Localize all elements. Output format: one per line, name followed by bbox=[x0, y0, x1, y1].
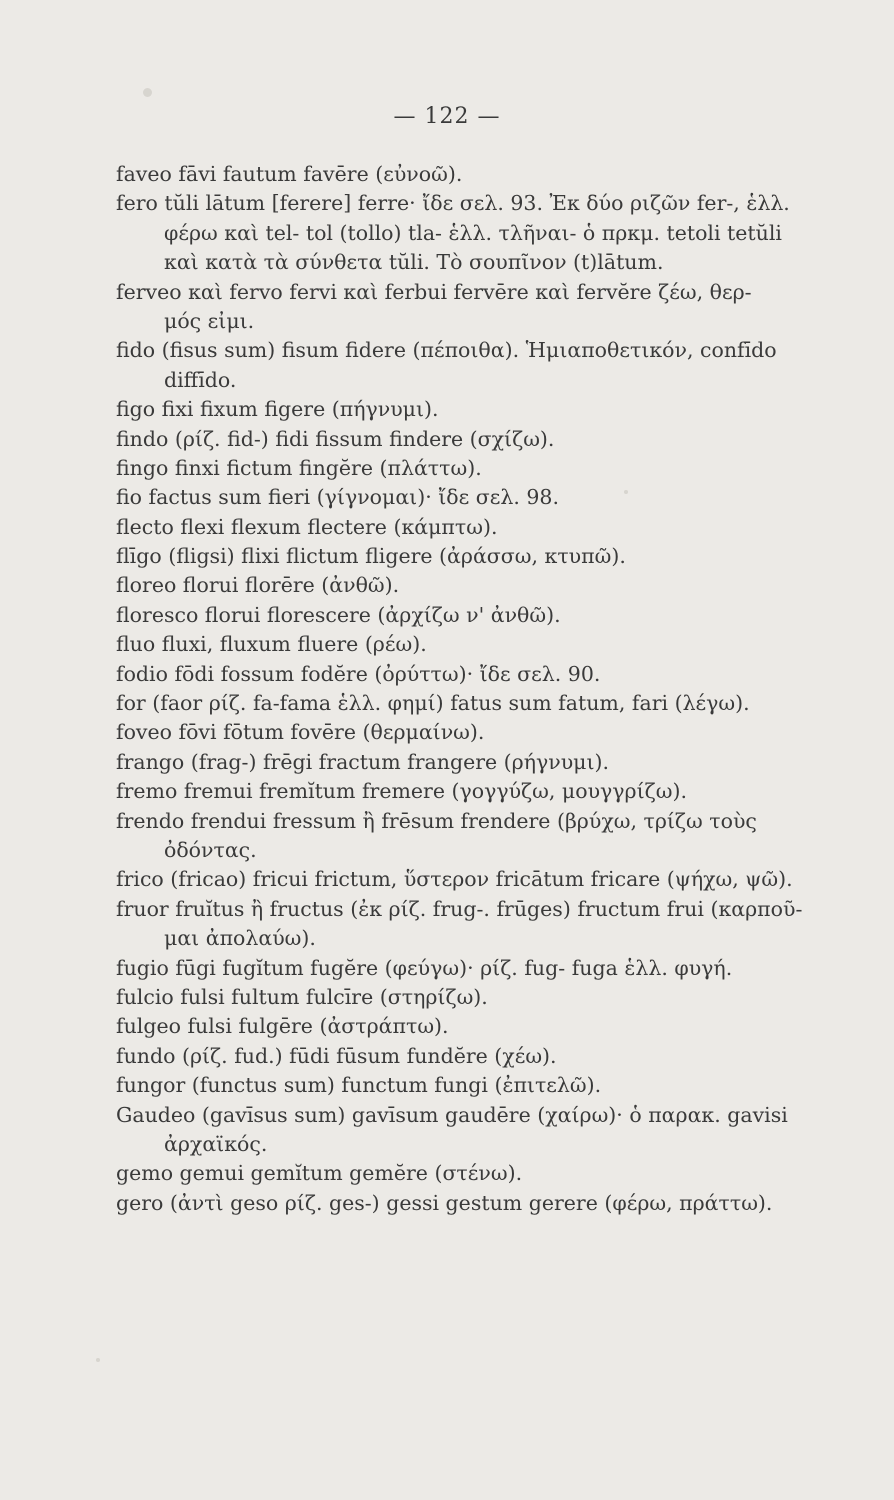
entry-continuation-line: ἀρχαϊκός. bbox=[164, 1131, 268, 1156]
entry-line: floresco florui florescere (ἀρχίζω ν' ἀνθῶ). bbox=[116, 602, 561, 627]
entry-line: fugio fūgi fugĭtum fugĕre (φεύγω)· ρίζ. fug- fuga ἑλλ. φυγή. bbox=[116, 955, 733, 980]
entry-line: flīgo (fligsi) flixi flictum fligere (ἀράσσω, κτυπῶ). bbox=[116, 544, 626, 569]
entry-line: fulgeo fulsi fulgēre (ἀστράπτω). bbox=[116, 1014, 449, 1039]
entry-line: frendo frendui fressum ἢ frēsum frendere (βρύχω, τρίζω τοὺς bbox=[116, 808, 757, 833]
entry-line: fruor fruĭtus ἢ fructus (ἐκ ρίζ. frug-. frūges) fructum frui (καρποῦ- bbox=[116, 896, 803, 921]
entry-continuation-line: φέρω καὶ tel- tol (tollo) tla- ἑλλ. τλῆναι- ὁ πρκμ. tetoli tetŭli bbox=[164, 220, 782, 245]
entry-line: fluo fluxi, fluxum fluere (ρέω). bbox=[116, 632, 427, 657]
entry-line: floreo florui florēre (ἀνθῶ). bbox=[116, 573, 400, 598]
dictionary-entries bbox=[0, 160, 894, 1218]
entry-line: fulcio fulsi fultum fulcīre (στηρίζω). bbox=[116, 984, 488, 1009]
entry-continuation-line: ὀδόντας. bbox=[164, 837, 257, 862]
entry-line: fremo fremui fremĭtum fremere (γογγύζω, μουγγρίζω). bbox=[116, 779, 687, 804]
entry-line: fingo finxi fictum fingĕre (πλάττω). bbox=[116, 455, 482, 480]
entry-line: foveo fōvi fōtum fovēre (θερμαίνω). bbox=[116, 720, 485, 745]
paper-spot bbox=[143, 88, 152, 97]
entry-line: ferveo καὶ fervo fervi καὶ ferbui fervēre καὶ fervĕre ζέω, θερ- bbox=[116, 279, 752, 304]
entry-line: for (faor ρίζ. fa-fama ἑλλ. φημί) fatus sum fatum, fari (λέγω). bbox=[116, 691, 750, 716]
entry-line: fungor (functus sum) functum fungi (ἐπιτελῶ). bbox=[116, 1073, 602, 1098]
entry-line: fido (fisus sum) fisum fidere (πέποιθα). Ἡμιαποθετικόν, confīdo bbox=[116, 338, 777, 363]
entry-line: fodio fōdi fossum fodĕre (ὀρύττω)· ἴδε σελ. 90. bbox=[116, 661, 601, 686]
entry-line: fero tŭli lātum [ferere] ferre· ἴδε σελ. 93. Ἐκ δύο ριζῶν fer-, ἑλλ. bbox=[116, 191, 790, 216]
entry-line: fio factus sum fieri (γίγνομαι)· ἴδε σελ. 98. bbox=[116, 485, 559, 510]
page-number: — 122 — bbox=[393, 104, 501, 129]
entry-continuation-line: καὶ κατὰ τὰ σύνθετα tŭli. Τὸ σουπῖνον (t)lātum. bbox=[164, 250, 664, 275]
entry-continuation-line: μαι ἀπολαύω). bbox=[164, 926, 316, 951]
entry-continuation-line: diffīdo. bbox=[164, 367, 237, 392]
entry-line: figo fixi fixum figere (πήγνυμι). bbox=[116, 397, 439, 422]
entry-line: flecto flexi flexum flectere (κάμπτω). bbox=[116, 514, 498, 539]
entry-line: faveo fāvi fautum favēre (εὐνοῶ). bbox=[116, 162, 463, 186]
entry-line: frango (frag-) frēgi fractum frangere (ρήγνυμι). bbox=[116, 749, 610, 774]
entry-line: fundo (ρίζ. fud.) fūdi fūsum fundĕre (χέω). bbox=[116, 1043, 557, 1068]
entry-line: gemo gemui gemĭtum gemĕre (στένω). bbox=[116, 1161, 523, 1186]
entry-line: gero (ἀντὶ geso ρίζ. ges-) gessi gestum gerere (φέρω, πράττω). bbox=[116, 1190, 773, 1215]
entry-line: Gaudeo (gavīsus sum) gavīsum gaudēre (χαίρω)· ὁ παρακ. gavisi bbox=[116, 1102, 788, 1127]
entry-line: frico (fricao) fricui frictum, ὕστερον fricātum fricare (ψήχω, ψῶ). bbox=[116, 867, 793, 892]
entry-continuation-line: μός εἰμι. bbox=[164, 308, 255, 333]
paper-spot bbox=[96, 1358, 100, 1362]
entry-line: findo (ρίζ. fid-) fidi fissum findere (σχίζω). bbox=[116, 426, 555, 451]
